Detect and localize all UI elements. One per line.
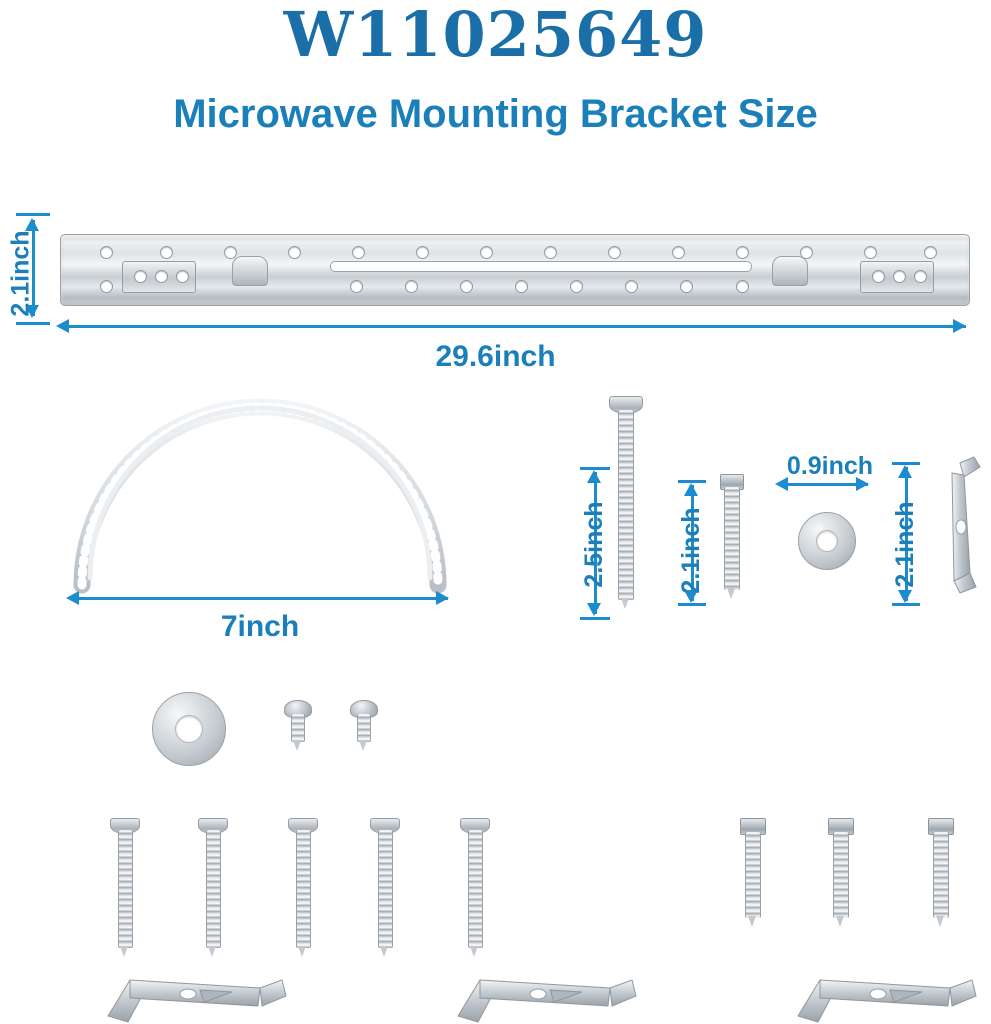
screw-tip bbox=[727, 588, 735, 599]
bolt-tip bbox=[470, 946, 478, 957]
filter-width-label: 7inch bbox=[220, 610, 300, 643]
toggle-length-label: 2.1inch bbox=[891, 501, 919, 588]
page-subtitle: Microwave Mounting Bracket Size bbox=[173, 92, 818, 136]
washer-hole bbox=[816, 530, 838, 552]
bolt-tip bbox=[120, 946, 128, 957]
bracket-hole bbox=[924, 246, 937, 259]
flat-washer bbox=[798, 512, 856, 570]
bracket-hole bbox=[736, 280, 749, 293]
toggle-anchor-svg bbox=[930, 455, 990, 595]
bracket-hole bbox=[350, 280, 363, 293]
toggle-anchor bbox=[100, 966, 290, 1024]
filter-arc-svg bbox=[60, 395, 460, 605]
screw-shaft bbox=[833, 832, 849, 918]
bolt-tip bbox=[298, 946, 306, 957]
hex-screw-length-label: 2.1inch bbox=[677, 507, 705, 594]
bracket-hole bbox=[625, 280, 638, 293]
screw-tip bbox=[836, 916, 844, 927]
mounting-bracket bbox=[60, 228, 968, 310]
bolt-tip bbox=[380, 946, 388, 957]
bracket-hole bbox=[893, 270, 906, 283]
toggle-anchor bbox=[450, 966, 640, 1024]
bracket-hole bbox=[608, 246, 621, 259]
bracket-hole bbox=[155, 270, 168, 283]
bracket-hole bbox=[864, 246, 877, 259]
screw-shaft bbox=[724, 487, 740, 590]
toggle-anchor bbox=[790, 966, 980, 1024]
bracket-hole bbox=[160, 246, 173, 259]
page-title: W11025649 bbox=[283, 0, 708, 71]
bracket-hole bbox=[100, 280, 113, 293]
bracket-hole bbox=[352, 246, 365, 259]
bracket-emboss bbox=[232, 256, 268, 286]
screw-shaft bbox=[933, 832, 949, 918]
bolt-shaft bbox=[206, 830, 221, 948]
bolt-shaft bbox=[118, 830, 133, 948]
bracket-length-label: 29.6inch bbox=[435, 340, 556, 373]
bracket-hole bbox=[570, 280, 583, 293]
bolt-tip bbox=[621, 598, 629, 609]
screw-shaft bbox=[745, 832, 761, 918]
bolt-tip bbox=[208, 946, 216, 957]
long-bolt-length-label: 2.5inch bbox=[580, 501, 608, 588]
bracket-hole bbox=[914, 270, 927, 283]
bolt-shaft bbox=[296, 830, 311, 948]
screw-shaft bbox=[357, 714, 371, 742]
bracket-hole bbox=[672, 246, 685, 259]
bracket-hole bbox=[134, 270, 147, 283]
bracket-emboss bbox=[772, 256, 808, 286]
bolt-shaft bbox=[378, 830, 393, 948]
washer-hole bbox=[175, 715, 203, 743]
screw-tip bbox=[748, 916, 756, 927]
screw-tip bbox=[359, 740, 367, 751]
screw-shaft bbox=[291, 714, 305, 742]
bracket-slot bbox=[330, 261, 752, 272]
curved-grease-filter bbox=[60, 395, 460, 645]
bracket-hole bbox=[405, 280, 418, 293]
bracket-hole bbox=[736, 246, 749, 259]
screw-tip bbox=[293, 740, 301, 751]
bracket-hole bbox=[544, 246, 557, 259]
bracket-height-label: 2.1inch bbox=[6, 230, 35, 317]
bracket-hole bbox=[416, 246, 429, 259]
bracket-hole bbox=[680, 280, 693, 293]
bolt-shaft bbox=[618, 410, 634, 600]
bracket-hole bbox=[872, 270, 885, 283]
bracket-hole bbox=[100, 246, 113, 259]
bracket-hole bbox=[480, 246, 493, 259]
bracket-hole bbox=[460, 280, 473, 293]
flat-washer-bottom bbox=[152, 692, 226, 766]
bracket-hole bbox=[515, 280, 528, 293]
bracket-hole bbox=[288, 246, 301, 259]
bracket-hole bbox=[176, 270, 189, 283]
washer-diameter-label: 0.9inch bbox=[786, 452, 874, 480]
screw-tip bbox=[936, 916, 944, 927]
bolt-shaft bbox=[468, 830, 483, 948]
